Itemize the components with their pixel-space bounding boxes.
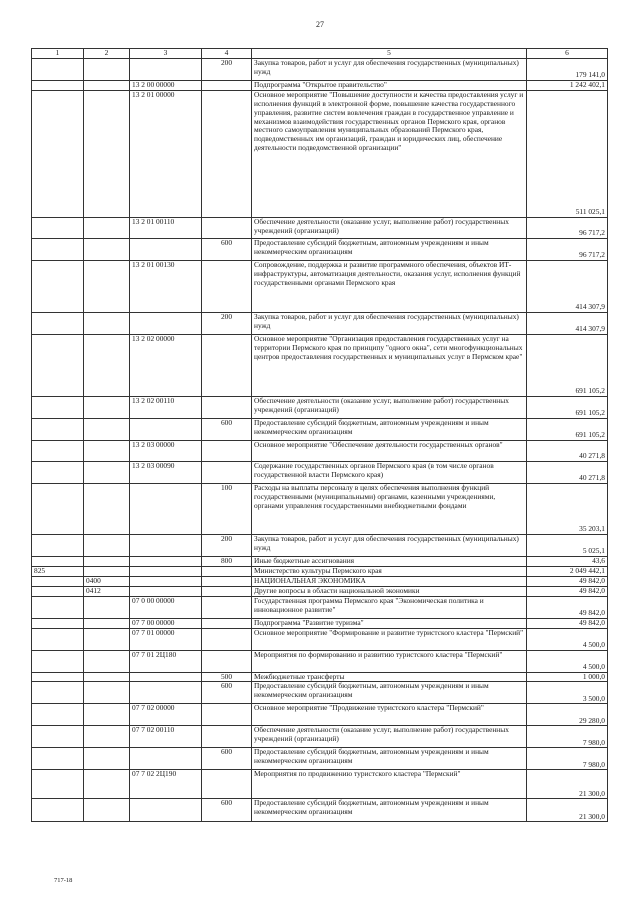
cell-description: Обеспечение деятельности (оказание услуг, выполнение работ) государственных учреждений (организаций) [252,396,527,418]
cell-description: Содержание государственных органов Пермского края (в том числе органов государственной власти Пермского края) [252,461,527,483]
cell-expense-type [202,628,252,650]
table-row [32,618,608,628]
cell-expense-type: 200 [202,534,252,556]
cell-expense-type [202,461,252,483]
cell-target-article: 07 7 02 00110 [130,726,202,748]
table-row [32,440,608,461]
table-row [32,748,608,770]
cell-admin-code [32,418,84,440]
table-row [32,596,608,618]
cell-target-article [130,672,202,682]
cell-target-article: 13 2 01 00130 [130,260,202,312]
cell-target-article: 13 2 02 00110 [130,396,202,418]
cell-admin-code [32,682,84,704]
cell-admin-code [32,312,84,334]
cell-amount: 414 307,9 [527,260,608,312]
cell-section-code [84,618,130,628]
cell-target-article: 07 7 02 00000 [130,704,202,726]
cell-description: Государственная программа Пермского края "Экономическая политика и инновационное развитие" [252,596,527,618]
cell-admin-code [32,770,84,799]
header-col-6: 6 [527,49,608,59]
table-row [32,770,608,799]
cell-amount: 1 000,0 [527,672,608,682]
cell-amount: 4 500,0 [527,628,608,650]
cell-description: Обеспечение деятельности (оказание услуг, выполнение работ) государственных учреждений (организаций) [252,217,527,238]
cell-expense-type [202,704,252,726]
cell-description: Основное мероприятие "Организация предоставления государственных услуг на территории Пермского края по принципу "одного окна", сети многофункциональных центров предоставления государственных и муниципальных услуг в Пермском крае" [252,334,527,396]
budget-table [31,48,608,822]
table-row [32,704,608,726]
cell-amount: 96 717,2 [527,217,608,238]
cell-section-code [84,704,130,726]
cell-target-article [130,799,202,822]
cell-section-code [84,90,130,217]
cell-section-code [84,534,130,556]
cell-target-article [130,483,202,534]
cell-description: Предоставление субсидий бюджетным, автономным учреждениям и иным некоммерческим организациям [252,418,527,440]
table-row [32,534,608,556]
cell-admin-code [32,334,84,396]
cell-section-code [84,566,130,576]
table-row [32,260,608,312]
cell-amount: 49 842,0 [527,576,608,586]
cell-expense-type [202,90,252,217]
table-row [32,483,608,534]
cell-expense-type: 600 [202,238,252,260]
cell-admin-code [32,650,84,672]
cell-expense-type: 800 [202,556,252,566]
cell-description: Основное мероприятие "Формирование и развитие туристского кластера "Пермский" [252,628,527,650]
cell-description: Основное мероприятие "Повышение доступности и качества предоставления услуг и исполнения функций в электронной форме, повышение качества государственного управления, развитие систем вовлечения граждан в государственное управление и механизмов взаимодействия государственных органов Пермского края, органов местного самоуправления муниципальных образований Пермского края, подведомственных им организаций, граждан и юридических лиц, обеспечение деятельности подведомственной организации" [252,90,527,217]
cell-target-article [130,418,202,440]
table-row [32,418,608,440]
cell-admin-code [32,461,84,483]
table-row [32,726,608,748]
cell-amount: 21 300,0 [527,799,608,822]
cell-expense-type: 600 [202,418,252,440]
cell-section-code [84,461,130,483]
cell-section-code [84,81,130,91]
cell-target-article: 07 7 01 00000 [130,628,202,650]
table-row [32,81,608,91]
cell-amount: 691 105,2 [527,334,608,396]
cell-description: Подпрограмма "Открытое правительство" [252,81,527,91]
cell-admin-code [32,59,84,81]
cell-amount: 40 271,8 [527,440,608,461]
table-row [32,238,608,260]
cell-description: Расходы на выплаты персоналу в целях обеспечения выполнения функций государственными (муниципальными) органами, казенными учреждениями, органами управления государственными внебюджетными фондами [252,483,527,534]
cell-target-article: 13 2 03 00090 [130,461,202,483]
cell-expense-type: 200 [202,312,252,334]
table-row [32,334,608,396]
table-row [32,217,608,238]
cell-admin-code [32,628,84,650]
cell-expense-type: 200 [202,59,252,81]
cell-section-code: 0412 [84,586,130,596]
cell-target-article: 07 7 01 2Ц180 [130,650,202,672]
cell-amount: 5 025,1 [527,534,608,556]
page-number: 27 [316,20,324,29]
cell-expense-type [202,334,252,396]
cell-section-code [84,726,130,748]
cell-amount: 35 203,1 [527,483,608,534]
cell-admin-code [32,748,84,770]
cell-amount: 49 842,0 [527,586,608,596]
table-row [32,576,608,586]
table-row [32,682,608,704]
cell-amount: 96 717,2 [527,238,608,260]
table-row [32,461,608,483]
table-row [32,586,608,596]
cell-target-article: 13 2 02 00000 [130,334,202,396]
cell-description: Министерство культуры Пермского края [252,566,527,576]
cell-amount: 414 307,9 [527,312,608,334]
cell-section-code: 0400 [84,576,130,586]
cell-description: Иные бюджетные ассигнования [252,556,527,566]
cell-target-article [130,312,202,334]
cell-admin-code [32,596,84,618]
cell-amount: 7 980,0 [527,748,608,770]
cell-expense-type [202,586,252,596]
table-header [32,49,608,59]
cell-target-article: 07 7 00 00000 [130,618,202,628]
cell-admin-code [32,440,84,461]
cell-target-article [130,238,202,260]
cell-amount: 2 049 442,1 [527,566,608,576]
cell-amount: 29 280,0 [527,704,608,726]
cell-admin-code [32,672,84,682]
cell-admin-code [32,396,84,418]
header-col-3: 3 [130,49,202,59]
cell-expense-type [202,650,252,672]
cell-amount: 49 842,0 [527,596,608,618]
cell-expense-type [202,596,252,618]
table-row [32,556,608,566]
footer-code: 717-18 [54,877,73,884]
cell-amount: 691 105,2 [527,396,608,418]
cell-amount: 1 242 402,1 [527,81,608,91]
cell-target-article [130,566,202,576]
cell-amount: 40 271,8 [527,461,608,483]
cell-description: Обеспечение деятельности (оказание услуг, выполнение работ) государственных учреждений (организаций) [252,726,527,748]
cell-section-code [84,682,130,704]
cell-expense-type: 500 [202,672,252,682]
cell-description: Закупка товаров, работ и услуг для обеспечения государственных (муниципальных) нужд [252,534,527,556]
cell-amount: 511 025,1 [527,90,608,217]
cell-section-code [84,396,130,418]
cell-target-article [130,556,202,566]
cell-expense-type [202,726,252,748]
cell-amount: 7 980,0 [527,726,608,748]
cell-description: Подпрограмма "Развитие туризма" [252,618,527,628]
cell-section-code [84,440,130,461]
cell-admin-code [32,483,84,534]
cell-amount: 691 105,2 [527,418,608,440]
table-row [32,628,608,650]
header-col-4: 4 [202,49,252,59]
table-row [32,312,608,334]
header-col-2: 2 [84,49,130,59]
cell-description: Закупка товаров, работ и услуг для обеспечения государственных (муниципальных) нужд [252,59,527,81]
cell-description: Закупка товаров, работ и услуг для обеспечения государственных (муниципальных) нужд [252,312,527,334]
table-row [32,799,608,822]
cell-admin-code [32,799,84,822]
cell-admin-code [32,90,84,217]
cell-section-code [84,748,130,770]
cell-admin-code: 825 [32,566,84,576]
cell-section-code [84,312,130,334]
table-row [32,90,608,217]
cell-amount: 4 500,0 [527,650,608,672]
cell-expense-type [202,576,252,586]
table-row [32,396,608,418]
cell-description: Основное мероприятие "Продвижение туристского кластера "Пермский" [252,704,527,726]
cell-expense-type [202,440,252,461]
cell-description: Предоставление субсидий бюджетным, автономным учреждениям и иным некоммерческим организациям [252,799,527,822]
cell-description: Другие вопросы в области национальной экономики [252,586,527,596]
cell-admin-code [32,534,84,556]
cell-section-code [84,596,130,618]
table-row [32,59,608,81]
cell-section-code [84,483,130,534]
cell-admin-code [32,260,84,312]
table-body [32,59,608,822]
cell-expense-type [202,770,252,799]
cell-section-code [84,334,130,396]
cell-section-code [84,650,130,672]
table-row [32,650,608,672]
cell-expense-type [202,260,252,312]
cell-admin-code [32,217,84,238]
cell-section-code [84,59,130,81]
cell-target-article: 07 0 00 00000 [130,596,202,618]
cell-target-article [130,534,202,556]
cell-target-article [130,59,202,81]
cell-expense-type [202,618,252,628]
cell-description: Мероприятия по продвижению туристского кластера "Пермский" [252,770,527,799]
cell-target-article [130,682,202,704]
cell-description: НАЦИОНАЛЬНАЯ ЭКОНОМИКА [252,576,527,586]
table-row [32,566,608,576]
cell-admin-code [32,81,84,91]
cell-target-article: 13 2 03 00000 [130,440,202,461]
cell-admin-code [32,586,84,596]
cell-admin-code [32,704,84,726]
cell-section-code [84,260,130,312]
cell-target-article: 07 7 02 2Ц190 [130,770,202,799]
cell-section-code [84,628,130,650]
cell-expense-type [202,217,252,238]
header-row [32,49,608,59]
cell-section-code [84,799,130,822]
cell-amount: 21 300,0 [527,770,608,799]
cell-section-code [84,217,130,238]
cell-expense-type [202,81,252,91]
cell-description: Мероприятия по формированию и развитию туристского кластера "Пермский" [252,650,527,672]
cell-description: Предоставление субсидий бюджетным, автономным учреждениям и иным некоммерческим организациям [252,682,527,704]
cell-amount: 179 141,0 [527,59,608,81]
header-col-5: 5 [252,49,527,59]
cell-section-code [84,770,130,799]
table-row [32,672,608,682]
cell-section-code [84,418,130,440]
cell-description: Предоставление субсидий бюджетным, автономным учреждениям и иным некоммерческим организациям [252,238,527,260]
cell-target-article [130,748,202,770]
cell-section-code [84,238,130,260]
cell-description: Сопровождение, поддержка и развитие программного обеспечения, объектов ИТ-инфраструктуры, автоматизация деятельности, оказания услуг, исполнения функций государственными органами Пермского края [252,260,527,312]
cell-description: Основное мероприятие "Обеспечение деятельности государственных органов" [252,440,527,461]
cell-admin-code [32,726,84,748]
cell-expense-type [202,566,252,576]
cell-description: Межбюджетные трансферты [252,672,527,682]
cell-target-article: 13 2 01 00110 [130,217,202,238]
cell-expense-type [202,396,252,418]
header-col-1: 1 [32,49,84,59]
cell-target-article: 13 2 01 00000 [130,90,202,217]
cell-expense-type: 600 [202,748,252,770]
cell-admin-code [32,556,84,566]
cell-amount: 43,6 [527,556,608,566]
cell-target-article [130,586,202,596]
cell-amount: 3 500,0 [527,682,608,704]
cell-admin-code [32,238,84,260]
cell-expense-type: 100 [202,483,252,534]
cell-description: Предоставление субсидий бюджетным, автономным учреждениям и иным некоммерческим организациям [252,748,527,770]
cell-target-article: 13 2 00 00000 [130,81,202,91]
cell-admin-code [32,618,84,628]
cell-amount: 49 842,0 [527,618,608,628]
cell-target-article [130,576,202,586]
cell-section-code [84,556,130,566]
cell-expense-type: 600 [202,682,252,704]
cell-admin-code [32,576,84,586]
cell-expense-type: 600 [202,799,252,822]
cell-section-code [84,672,130,682]
